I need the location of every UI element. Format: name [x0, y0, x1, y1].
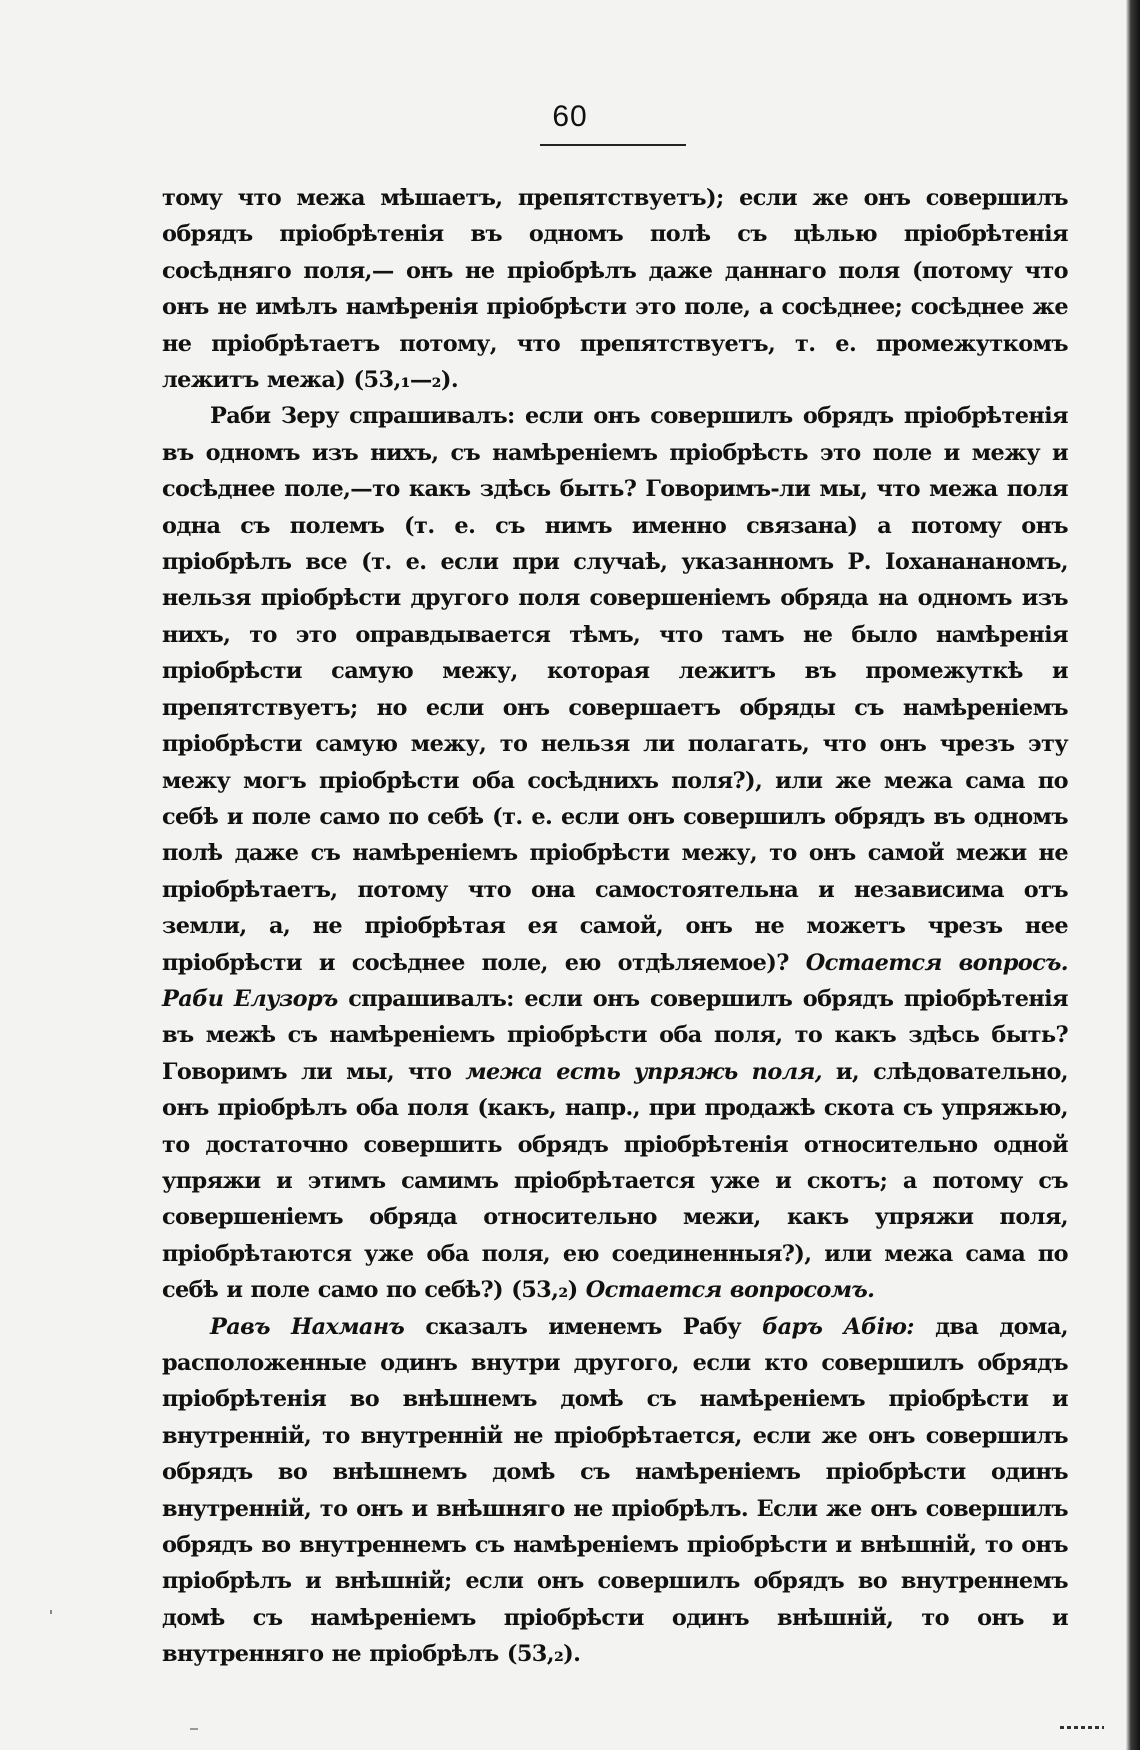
- scan-edge: [1126, 0, 1140, 1750]
- scan-speck: [50, 1610, 52, 1614]
- paragraph-3-name-1: Равъ Нахманъ: [210, 1313, 405, 1340]
- page-number: 60: [552, 100, 588, 133]
- paragraph-3: [162, 1309, 1068, 1673]
- paragraph-2-part-c: и, слѣдовательно, онъ пріобрѣлъ оба поля (какъ, напр., при продажѣ скота съ упряжью, то достаточно совершить обрядъ пріобрѣтенія относительно одной упряжи и этимъ самимъ пріобрѣтается уже и скотъ; а потому съ совершеніемъ обряда относительно межи, какъ упряжи поля, пріобрѣтаются уже оба поля, ею соединенныя?), или межа сама по себѣ и поле само по себѣ?) (53,₂): [162, 1058, 1068, 1304]
- paragraph-3-part-a: сказалъ именемъ Рабу: [425, 1313, 741, 1340]
- paragraph-2-part-a: Раби Зеру спрашивалъ: если онъ совершилъ обрядъ пріобрѣтенія въ одномъ изъ нихъ, съ намѣреніемъ пріобрѣсть это поле и межу и сосѣднее поле,—то какъ здѣсь быть? Говоримъ-ли мы, что межа поля одна съ полемъ (т. е. съ нимъ именно связана) а потому онъ пріобрѣлъ все (т. е. если при случаѣ, указанномъ Р. Іоханананомъ, нельзя пріобрѣсти другого поля совершеніемъ обряда на одномъ изъ нихъ, то это оправдывается тѣмъ, что тамъ не было намѣренія пріобрѣсти самую межу, которая лежитъ въ промежуткѣ и препятствуетъ; но если онъ совершаетъ обряды съ намѣреніемъ пріобрѣсти самую межу, то нельзя ли полагать, что онъ чрезъ эту межу могъ пріобрѣсти оба сосѣднихъ поля?), или же межа сама по себѣ и поле само по себѣ (т. е. если онъ совершилъ обрядъ въ одномъ полѣ даже съ намѣреніемъ пріобрѣсти межу, то онъ самой межи не пріобрѣтаетъ, потому что она самостоятельна и независима отъ земли, а, не пріобрѣтая ея самой, онъ не можетъ чрезъ нее пріобрѣсти и сосѣднее поле, ею отдѣляемое)?: [162, 403, 1068, 976]
- paragraph-2: [162, 398, 1068, 1308]
- paragraph-2-name: Раби Елузоръ: [162, 985, 338, 1012]
- scan-speck: [190, 1728, 198, 1730]
- paragraph-2-phrase: межа есть упряжь поля,: [465, 1058, 822, 1085]
- paragraph-2-part-b: спрашивалъ: если онъ совершилъ обрядъ пріобрѣтенія въ межѣ съ намѣреніемъ пріобрѣсти оба поля, то какъ здѣсь быть? Говоримъ ли мы, что: [162, 985, 1068, 1085]
- paragraph-1: тому что межа мѣшаетъ, препятствуетъ); если же онъ совершилъ обрядъ пріобрѣтенія въ одномъ полѣ съ цѣлью пріобрѣтенія сосѣдняго поля,— онъ не пріобрѣлъ даже даннаго поля (потому что онъ не имѣлъ намѣренія пріобрѣсти это поле, а сосѣднее; сосѣднее же не пріобрѣтаетъ потому, что препятствуетъ, т. е. промежуткомъ лежитъ межа) (53,₁—₂).: [162, 185, 1068, 394]
- paragraph-2-question-1: Остается вопросъ.: [805, 949, 1068, 976]
- scan-dots: [1060, 1726, 1104, 1729]
- paragraph-2-question-2: Остается вопросомъ.: [585, 1277, 875, 1304]
- paragraph-3-name-2: баръ Абію:: [762, 1313, 914, 1340]
- paragraph-3-part-b: два дома, расположенные одинъ внутри другого, если кто совершилъ обрядъ пріобрѣтенія во внѣшнемъ домѣ съ намѣреніемъ пріобрѣсти и внутренній, то внутренній не пріобрѣтается, если же онъ совершилъ обрядъ во внѣшнемъ домѣ съ намѣреніемъ пріобрѣсти одинъ внутренній, то онъ и внѣшняго не пріобрѣлъ. Если же онъ совершилъ обрядъ во внутреннемъ съ намѣреніемъ пріобрѣсти и внѣшній, то онъ пріобрѣлъ и внѣшній; если онъ совершилъ обрядъ во внутреннемъ домѣ съ намѣреніемъ пріобрѣсти одинъ внѣшній, то онъ и внутренняго не пріобрѣлъ (53,₂).: [162, 1313, 1068, 1668]
- body-text: [162, 180, 1068, 1673]
- page-number-rule: [540, 144, 686, 146]
